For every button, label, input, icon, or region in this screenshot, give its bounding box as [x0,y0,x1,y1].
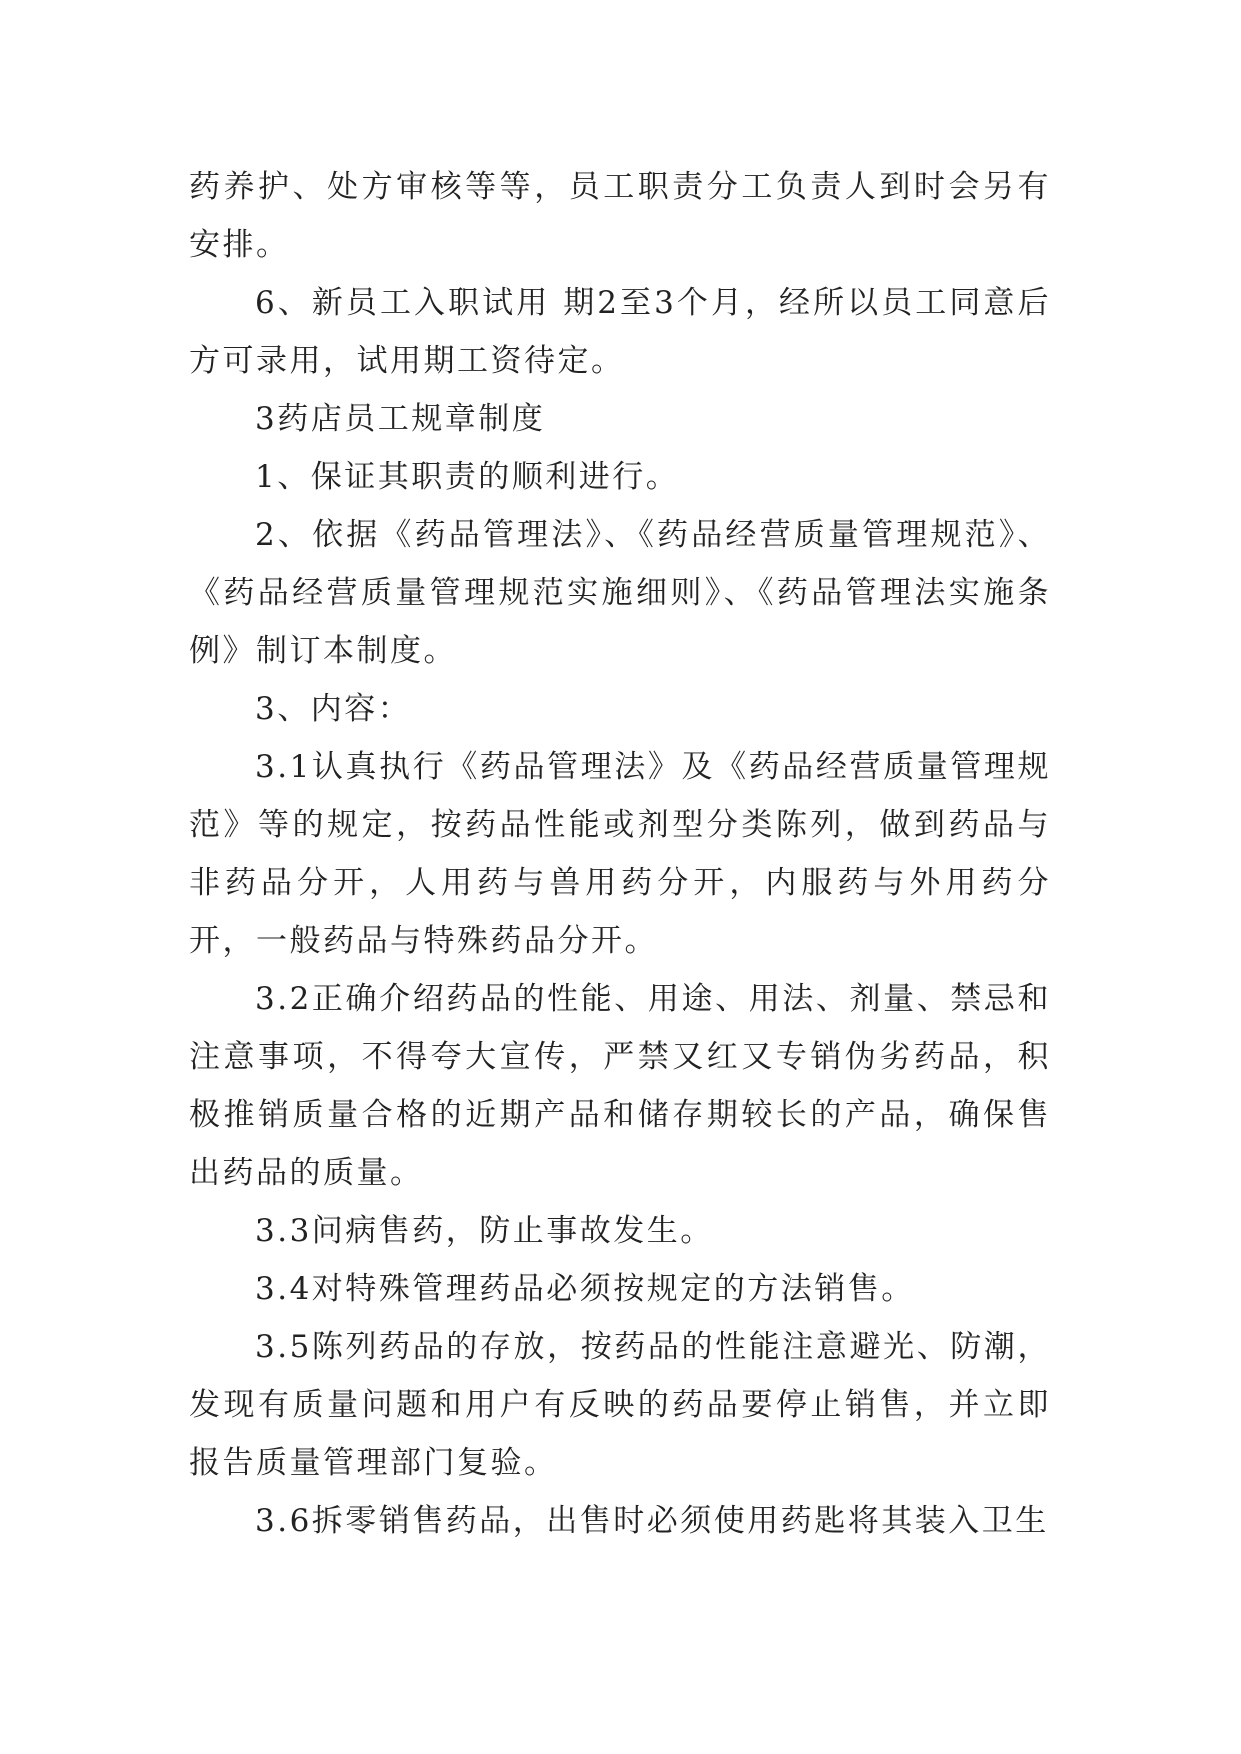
paragraph: 3.1认真执行《药品管理法》及《药品经营质量管理规范》等的规定，按药品性能或剂型分类陈列，做到药品与非药品分开，人用药与兽用药分开，内服药与外用药分开，一般药品与特殊药品分开。 [189,749,1051,959]
paragraph: 3.4对特殊管理药品必须按规定的方法销售。 [255,1271,915,1307]
paragraph: 2、依据《药品管理法》、《药品经营质量管理规范》、《药品经营质量管理规范实施细则》、《药品管理法实施条例》制订本制度。 [189,517,1051,669]
section-heading: 3药店员工规章制度 [255,401,546,437]
paragraph: 6、新员工入职试用 期2至3个月，经所以员工同意后方可录用，试用期工资待定。 [189,285,1051,379]
document-body [189,158,1051,1550]
paragraph: 3.5陈列药品的存放，按药品的性能注意避光、防潮，发现有质量问题和用户有反映的药品要停止销售，并立即报告质量管理部门复验。 [189,1329,1051,1481]
paragraph: 3.2正确介绍药品的性能、用途、用法、剂量、禁忌和注意事项，不得夸大宣传，严禁又红又专销伪劣药品，积极推销质量合格的近期产品和储存期较长的产品，确保售出药品的质量。 [189,981,1051,1191]
paragraph: 3.6拆零销售药品，出售时必须使用药匙将其装入卫生 [255,1503,1049,1539]
paragraph: 1、保证其职责的顺利进行。 [255,459,680,495]
paragraph: 3.3问病售药，防止事故发生。 [255,1213,714,1249]
paragraph: 3、内容： [255,691,412,727]
paragraph: 药养护、处方审核等等，员工职责分工负责人到时会另有安排。 [189,169,1051,263]
